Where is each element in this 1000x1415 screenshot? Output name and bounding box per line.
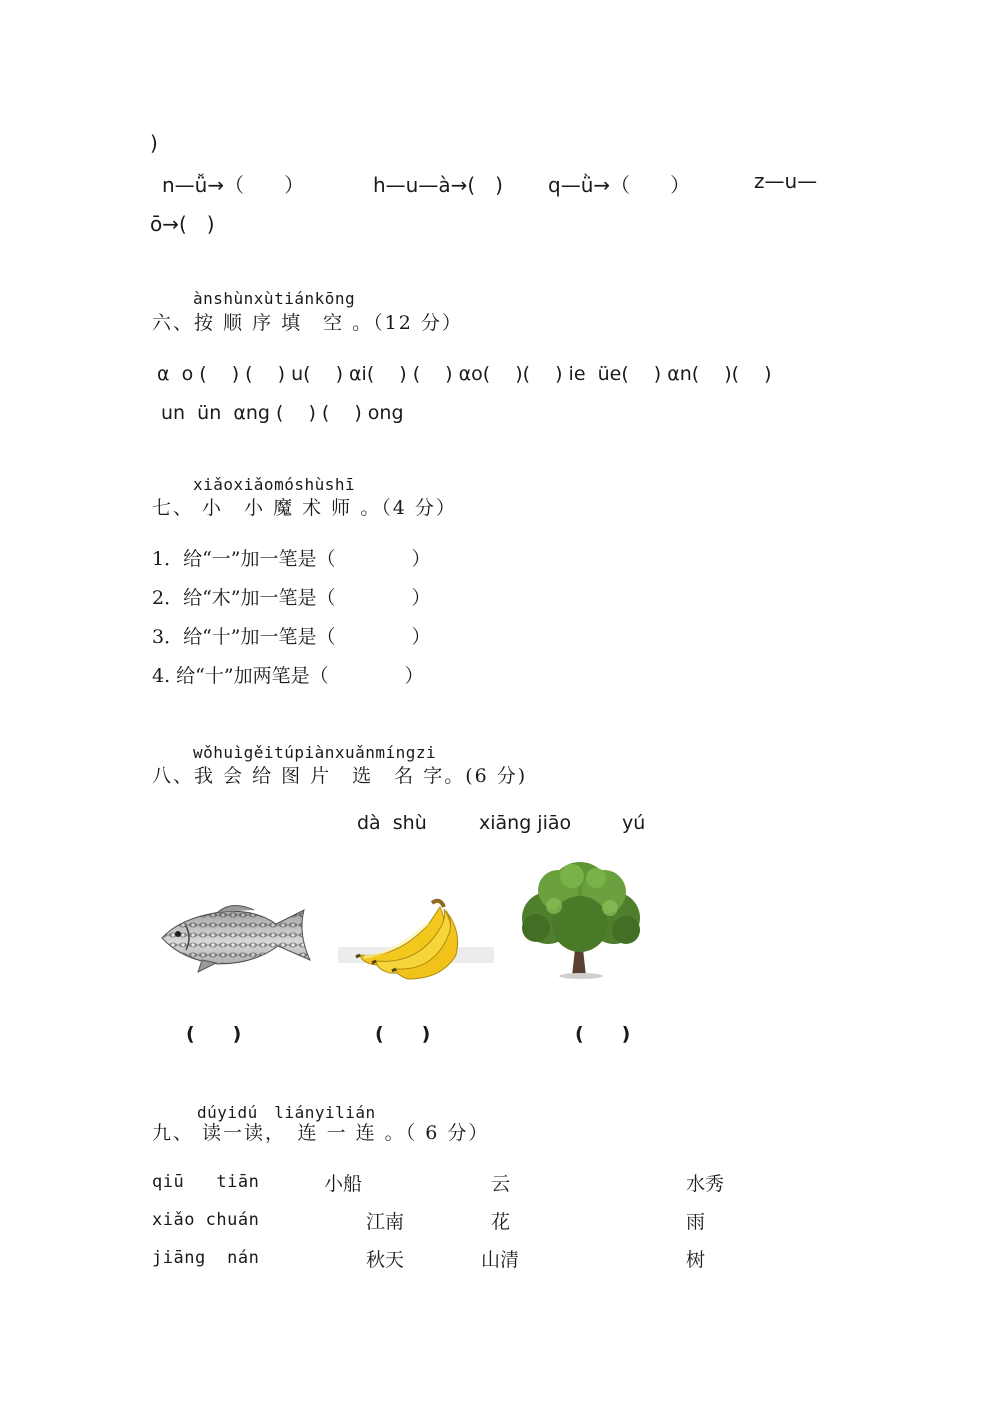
- section6-pinyin: ànshùnxùtiánkōng: [193, 289, 356, 308]
- section7-title: 七、 小 小 魔 术 师 。（4 分）: [152, 497, 457, 519]
- section6-line-1: α o ( ) ( ) u( ) αi( ) ( ) αo( )( ) ie üe( ) αn( )( ): [157, 363, 772, 385]
- section9-row2-pinyin: xiǎo chuán: [152, 1210, 260, 1230]
- section7-item-2: 2．给“木”加一笔是（ ）: [152, 587, 431, 609]
- section6-title: 六、按 顺 序 填 空 。（12 分）: [152, 312, 463, 334]
- section9-row3-c[interactable]: 树: [686, 1249, 706, 1271]
- section5-item-2: h—u—à→( ): [373, 173, 503, 197]
- section5-item-4: z—u—: [754, 169, 818, 193]
- tree-picture: [514, 858, 648, 982]
- section9-row2-c[interactable]: 雨: [686, 1211, 706, 1233]
- banana-blank[interactable]: ( ): [375, 1023, 431, 1045]
- section7-item-4: 4. 给“十”加两笔是（ ）: [152, 665, 424, 687]
- section8-word-tree: dà shù: [357, 812, 427, 834]
- section5-tail-paren: ): [150, 131, 158, 155]
- section5-wrap: ō→( ): [150, 212, 215, 236]
- section9-row1-pinyin: qiū tiān: [152, 1172, 260, 1192]
- section9-row2-b[interactable]: 花: [491, 1211, 511, 1233]
- section7-item-3: 3．给“十”加一笔是（ ）: [152, 626, 431, 648]
- section9-row3-b[interactable]: 山清: [481, 1249, 520, 1271]
- section6-line-2: un ün αng ( ) ( ) ong: [161, 402, 404, 424]
- section5-item-3: q—ǜ→（ ）: [548, 173, 691, 197]
- section9-row3-a[interactable]: 秋天: [366, 1249, 405, 1271]
- section7-pinyin: xiǎoxiǎomóshùshī: [193, 475, 356, 494]
- section7-item-1: 1．给“一”加一笔是（ ）: [152, 548, 431, 570]
- section9-row3-pinyin: jiāng nán: [152, 1248, 260, 1268]
- section8-word-banana: xiāng jiāo: [479, 812, 572, 834]
- banana-picture: [336, 895, 496, 980]
- fish-blank[interactable]: ( ): [186, 1023, 242, 1045]
- section9-title: 九、 读一读， 连 一 连 。（ 6 分）: [152, 1122, 490, 1144]
- section9-row1-a[interactable]: 小船: [324, 1173, 363, 1195]
- section9-row1-b[interactable]: 云: [491, 1173, 511, 1195]
- tree-blank[interactable]: ( ): [575, 1023, 631, 1045]
- section9-row1-c[interactable]: 水秀: [686, 1173, 725, 1195]
- section8-word-fish: yú: [622, 812, 646, 834]
- section8-pinyin: wǒhuìgěitúpiànxuǎnmíngzi: [193, 743, 437, 762]
- fish-picture: [158, 900, 314, 974]
- section9-pinyin: dúyidú liányilián: [197, 1103, 376, 1122]
- section8-title: 八、我 会 给 图 片 选 名 字。(6 分): [152, 765, 528, 787]
- section9-row2-a[interactable]: 江南: [366, 1211, 405, 1233]
- section5-item-1: n—ǚ→（ ）: [162, 173, 305, 197]
